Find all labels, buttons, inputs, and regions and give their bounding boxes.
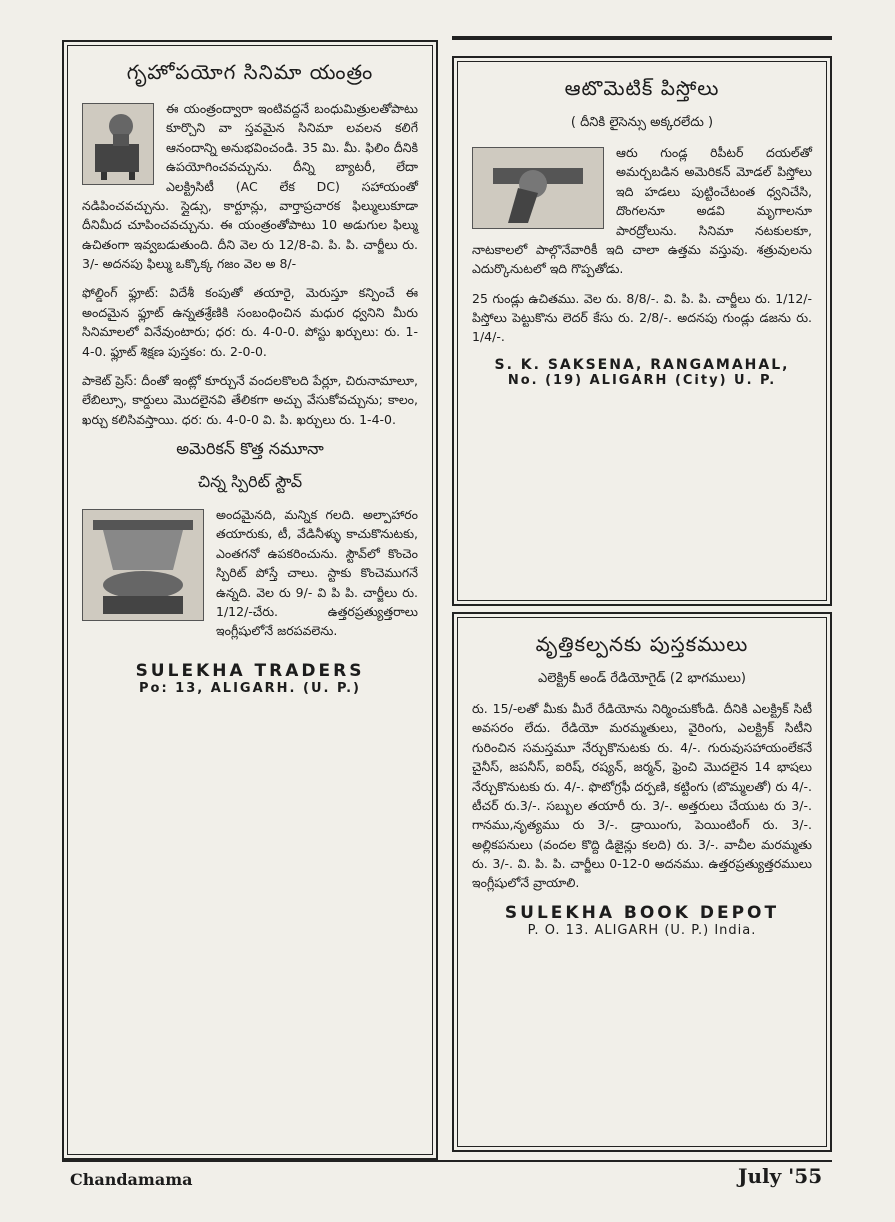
ad-title: వృత్తికల్పనకు పుస్తకములు bbox=[535, 632, 749, 656]
ad-subtitle: ( దీనికి లైసెన్సు అక్కరలేదు ) bbox=[570, 115, 714, 130]
ad-body-1: రు. 15/-లతో మీకు మీరే రేడియోను నిర్మించుకోండి. దీనికి ఎలక్ట్రిక్ సిటీ అవసరం లేదు. రేడియో మరమ్మతులు, వైరింగు, ఎలక్ట్రిక్ సిటీని గురించిన సమస్తమూ నేర్చుకొనుటకు రు. 4/-. గురువుసహాయంలేకనే చైనీస్, జపనీస్, ఐరిష్, రష్యన్, జర్మన్, ఫ్రెంచి మొదలైన 14 భాషలు నేర్చుకొనుటకు రు. 4/-. ఫొటోగ్రఫీ దర్పణి, కట్టింగు (బొమ్మలతో) రు 4/-. టీచర్ రు.3/-. సబ్బుల తయారీ రు. 3/-. అత్తరులు చేయుట రు 3/-. గానము,నృత్యము రు 3/-. డ్రాయింగు, పెయింటింగ్ రు. 3/-. అల్లికపనులు (వందల కొద్ది డిజైన్లు కలది) రు. 3/-. వాచీల మరమ్మతు రు. 3/-. వి. పి. పి. చార్జీలు 0-12-0 అదనము. ఉత్తరప్రత్యుత్తరములు ఇంగ్లీషులోనే వ్రాయాలి. bbox=[472, 701, 812, 891]
company-name: S. K. SAKSENA, RANGAMAHAL, bbox=[494, 356, 790, 373]
ad-body-2: 25 గుండ్లు ఉచితము. వెల రు. 8/8/-. వి. పి. పి. చార్జీలు రు. 1/12/- పిస్తోలు పెట్టుకొను లెదర్ కేసు రు. 2/8/-. అదనపు గుండ్లు డజను రు. 1/4/-. bbox=[472, 290, 812, 345]
ad-body-3: పాకెట్ ప్రెస్: దీంతో ఇంట్లో కూర్చునే వందలకొలది పేర్లూ, చిరునామాలూ, లేబిల్సూ, కార్డులు మొదలైనవి తేలికగా అచ్చు వేసుకోవచ్చును; కాలం, ఖర్చు కలిసివస్తాయి. ధర: రు. 4-0-0 వి. పి. ఖర్చులు రు. 1-4-0. bbox=[82, 372, 418, 427]
ad-body-4: అందమైనది, మన్నిక గలది. అల్పాహారం తయారుకు, టీ, వేడినీళ్ళు కాచుకొనుటకు, ఎంతగనో ఉపకరించును. స్టౌవ్‌లో కొంచెం స్పిరిట్ పోస్తే చాలు. స్టాకు కొంచెముగనే ఉన్నది. వెల రు 9/- వి పి పి. చార్జీలు రు. 1/12/-చేరు. ఉత్తరప్రత్యుత్తరాలు ఇంగ్లీషులోనే జరపవలెను. bbox=[216, 507, 418, 639]
pistol-illustration bbox=[472, 147, 604, 229]
company-address: No. (19) ALIGARH (City) U. P. bbox=[507, 372, 777, 388]
company-address: Po: 13, ALIGARH. (U. P.) bbox=[139, 680, 361, 696]
stove-illustration bbox=[82, 509, 204, 621]
ad-body-2: ఫోల్డింగ్ ఫ్లూట్: విదేశీ కంపుతో తయారై, మెరుస్తూ కన్పించే ఈ అందమైన ఫ్లూట్ ఉన్నతశ్రేణికి సంబంధించిన మధుర ధ్వనిని మీరు సినిమాలలో వినేవుంటారు; ధర: రు. 4-0-0. పోస్టు ఖర్చులు: రు. 1-4-0. ఫ్లూట్ శిక్షణ పుస్తకం: రు. 2-0-0. bbox=[82, 285, 418, 359]
top-rule bbox=[452, 36, 832, 40]
company-name: SULEKHA TRADERS bbox=[135, 660, 365, 681]
ad-body-1: ఈ యంత్రంద్వారా ఇంటివద్దనే బంధుమిత్రులతోపాటు కూర్చొని వా స్తవమైన సినిమా లవలన కలిగే ఆనందాన్ని అనుభవించండి. 35 మి. మీ. ఫిలిం దీనికి ఉపయోగించవచ్చును. దీన్ని బ్యాటరీ, లేదా ఎలక్ట్రిసిటీ (AC లేక DC) సహాయంతో నడిపించవచ్చును. స్లైడ్సు, కార్టూన్లు, వార్తాప్రచారక ఫిల్ములుకూడా దీనిమీద చూపించవచ్చును. ఈ యంత్రంతోపాటు 10 అడుగుల ఫిల్ము ఉచితంగా ఇవ్వబడుతుంది. దీని వెల రు 12/8-వి. పి. పి. చార్జీలు రు. 3/- అదనపు ఫిల్ము ఒక్కొక్క గజం వెల అ 8/- bbox=[82, 101, 418, 271]
stove-heading-1: అమెరికన్ కొత్త నమూనా bbox=[176, 439, 324, 458]
issue-date: July '55 bbox=[738, 1164, 823, 1188]
ad-books bbox=[452, 612, 832, 1152]
ad-subtitle: ఎలెక్ట్రిక్ అండ్ రేడియోగైడ్ (2 భాగములు) bbox=[538, 671, 746, 686]
ad-cinema-machine bbox=[62, 40, 438, 1160]
stove-heading-2: చిన్న స్పిరిట్ స్టౌవ్ bbox=[197, 472, 303, 491]
magazine-name: Chandamama bbox=[70, 1170, 193, 1189]
bottom-rule bbox=[62, 1160, 832, 1162]
ad-body-1: ఆరు గుండ్ల రిపీటర్ దయల్‌తో అమర్చబడిన అమెరికన్ మోడల్ పిస్తోలు ఇది హడలు పుట్టించేటంత ధ్వనిచేసి, దొంగలనూ అడవి మృగాలనూ పారద్రోలును. సినిమా నటకులకూ, నాటకాలలో పాల్గొనేవారికీ ఇది చాలా ఉత్తమ వస్తువు. శత్రువులను ఎదుర్కొనుటలో ఇది గొప్పతోడు. bbox=[472, 145, 812, 277]
company-name: SULEKHA BOOK DEPOT bbox=[504, 902, 780, 923]
projector-illustration bbox=[82, 103, 154, 185]
company-address: P. O. 13. ALIGARH (U. P.) India. bbox=[527, 922, 757, 938]
ad-pistol bbox=[452, 56, 832, 606]
ad-title: ఆటొమెటిక్ పిస్తోలు bbox=[564, 76, 720, 100]
ad-title: గృహోపయోగ సినిమా యంత్రం bbox=[126, 60, 374, 84]
